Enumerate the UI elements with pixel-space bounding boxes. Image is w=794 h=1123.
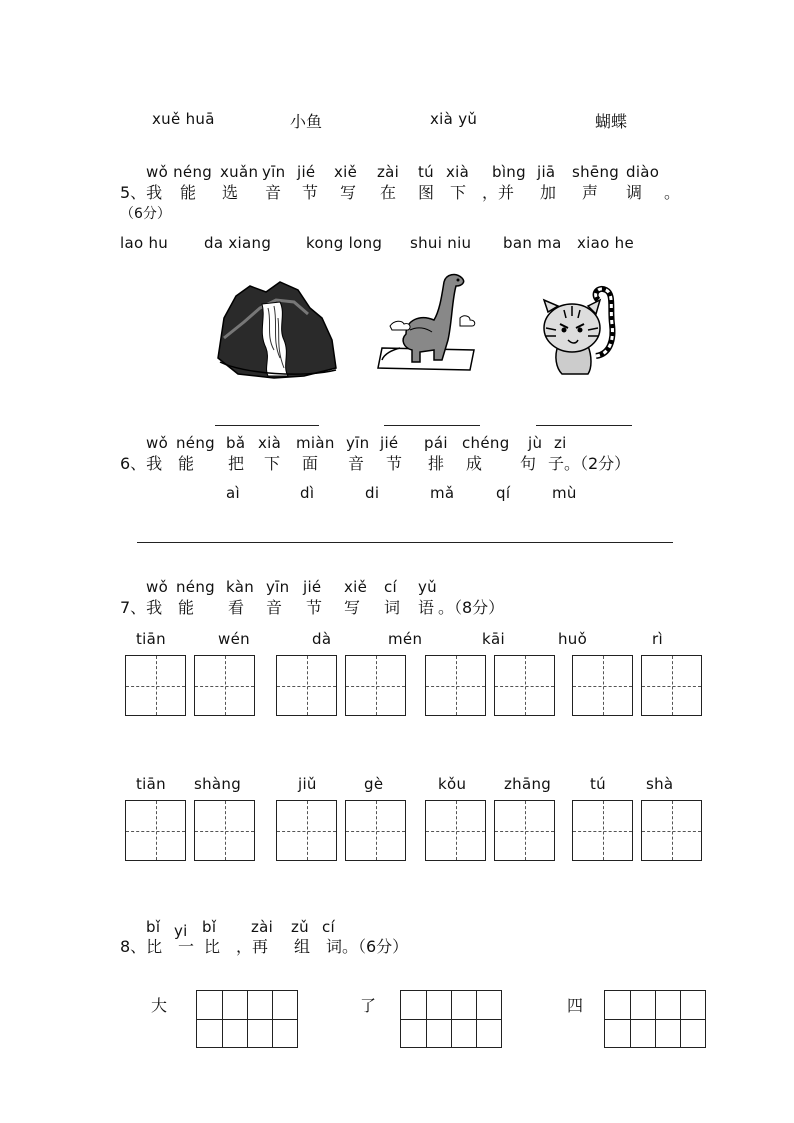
writing-box[interactable] (641, 800, 702, 861)
q8-pinyin: yi (174, 922, 188, 940)
q6-char: 子。（2分） (548, 454, 631, 473)
q5-char: 下 (450, 183, 467, 202)
q7-pinyin: yīn (266, 578, 290, 596)
q7-word-pinyin: kāi (482, 630, 505, 648)
q6-char: 成 (466, 454, 483, 473)
q5-answer-line-1[interactable] (215, 425, 319, 426)
q7-word-pinyin: huǒ (558, 630, 588, 648)
word-grid-1[interactable] (196, 990, 298, 1048)
q6-pinyin: chéng (462, 434, 510, 452)
q7-char: 节 (306, 598, 323, 617)
q7-char: 语 (418, 598, 435, 617)
q5-option: kong long (306, 234, 383, 252)
writing-box[interactable] (425, 655, 486, 716)
q7-word-pinyin: tiān (136, 775, 166, 793)
q8-pinyin: zài (251, 918, 274, 936)
q5-option: ban ma (503, 234, 562, 252)
q6-char: 下 (264, 454, 281, 473)
q6-char: 面 (302, 454, 319, 473)
q7-word-pinyin: shàng (194, 775, 242, 793)
writing-box[interactable] (276, 655, 337, 716)
q7-word-pinyin: shà (646, 775, 674, 793)
q7-char: 词 (384, 598, 401, 617)
q5-char: 音 (265, 183, 282, 202)
q5-char: 选 (222, 183, 239, 202)
q7-char: 看 (228, 598, 245, 617)
q6-syllable: di (365, 484, 380, 502)
q5-char: 加 (540, 183, 557, 202)
q8-char-da: 大 (151, 996, 168, 1015)
q5-char: 图 (418, 183, 435, 202)
q5-answer-line-2[interactable] (384, 425, 480, 426)
q7-word-pinyin: dà (312, 630, 332, 648)
tiger-image (530, 284, 626, 376)
waterfall-mountain-image (214, 278, 338, 380)
q6-pinyin: pái (424, 434, 448, 452)
q6-char: 把 (228, 454, 245, 473)
q7-pinyin: jié (303, 578, 322, 596)
q5-pinyin: diào (626, 163, 660, 181)
q5-char: 声 (582, 183, 599, 202)
q6-syllable: qí (496, 484, 511, 502)
q6-pinyin: jié (380, 434, 399, 452)
q7-word-pinyin: rì (652, 630, 663, 648)
q7-word-pinyin: gè (364, 775, 384, 793)
q6-pinyin: yīn (346, 434, 370, 452)
q6-pinyin: miàn (296, 434, 335, 452)
writing-box[interactable] (572, 800, 633, 861)
q6-pinyin: wǒ (146, 434, 169, 452)
q6-char: 6、我 (120, 454, 163, 473)
q8-char: 组 (294, 937, 311, 956)
q6-pinyin: zi (554, 434, 567, 452)
q5-pinyin: zài (377, 163, 400, 181)
q5-char: 。 (664, 183, 681, 202)
q7-pinyin: xiě (344, 578, 368, 596)
q6-char: 音 (348, 454, 365, 473)
top-word-3: xià yǔ (430, 110, 478, 128)
q5-char: 节 (302, 183, 319, 202)
q7-pinyin: cí (384, 578, 398, 596)
q7-word-pinyin: kǒu (438, 775, 467, 793)
q5-answer-line-3[interactable] (536, 425, 632, 426)
q8-pinyin: bǐ (146, 918, 161, 936)
q7-word-pinyin: mén (388, 630, 423, 648)
word-grid-2[interactable] (400, 990, 502, 1048)
q7-word-pinyin: wén (218, 630, 250, 648)
writing-box[interactable] (194, 800, 255, 861)
q8-char: 。（6分） (342, 937, 409, 956)
q7-char: 写 (344, 598, 361, 617)
q5-char: 5、我 (120, 183, 163, 202)
word-grid-3[interactable] (604, 990, 706, 1048)
q5-char: 能 (180, 183, 197, 202)
q7-char: 音 (266, 598, 283, 617)
q7-char: 能 (178, 598, 195, 617)
q6-char: 能 (178, 454, 195, 473)
q8-char: 比 (204, 937, 221, 956)
q6-char: 句 (520, 454, 537, 473)
q5-pinyin: shēng (572, 163, 620, 181)
writing-box[interactable] (345, 655, 406, 716)
q6-pinyin: xià (258, 434, 282, 452)
q5-char: 写 (340, 183, 357, 202)
writing-box[interactable] (276, 800, 337, 861)
q7-pinyin: néng (176, 578, 215, 596)
writing-box[interactable] (345, 800, 406, 861)
q5-score: （6分） (120, 206, 171, 222)
q5-pinyin: jiā (537, 163, 556, 181)
writing-box[interactable] (494, 800, 555, 861)
q6-pinyin: jù (528, 434, 543, 452)
q6-syllable: aì (226, 484, 240, 502)
q5-pinyin: xià (446, 163, 470, 181)
writing-box[interactable] (572, 655, 633, 716)
writing-box[interactable] (494, 655, 555, 716)
q6-syllable: mù (552, 484, 577, 502)
q8-char: 一 (178, 937, 195, 956)
q7-pinyin: wǒ (146, 578, 169, 596)
q5-char: 在 (380, 183, 397, 202)
dinosaur-image (376, 270, 480, 376)
q5-char: ，并 (482, 183, 515, 202)
q5-pinyin: xiě (334, 163, 358, 181)
q5-pinyin: yīn (262, 163, 286, 181)
q8-pinyin: cí (322, 918, 336, 936)
q8-char: 8、比 (120, 937, 163, 956)
q5-pinyin: wǒ néng (146, 163, 213, 181)
q5-option: xiao he (577, 234, 635, 252)
writing-box[interactable] (125, 800, 186, 861)
q5-pinyin: jié (297, 163, 316, 181)
q7-pinyin: kàn (226, 578, 255, 596)
q7-word-pinyin: jiǔ (298, 775, 317, 793)
q6-syllable: mǎ (430, 484, 455, 502)
q5-pinyin: xuǎn (220, 163, 259, 181)
q6-pinyin: bǎ (226, 434, 246, 452)
writing-box[interactable] (194, 655, 255, 716)
q7-word-pinyin: zhāng (504, 775, 552, 793)
q7-pinyin: yǔ (418, 578, 437, 596)
q8-char-si: 四 (567, 996, 584, 1015)
q7-char: 。（8分） (438, 598, 505, 617)
q7-word-pinyin: tiān (136, 630, 166, 648)
q6-answer-line[interactable] (137, 542, 673, 543)
q8-pinyin: zǔ (291, 918, 309, 936)
top-word-2: 小鱼 (290, 112, 323, 131)
q6-char: 节 (386, 454, 403, 473)
q5-pinyin: tú (418, 163, 434, 181)
writing-box[interactable] (125, 655, 186, 716)
q5-option: lao hu (120, 234, 169, 252)
top-word-4: 蝴蝶 (595, 112, 628, 131)
writing-box[interactable] (641, 655, 702, 716)
q6-syllable: dì (300, 484, 315, 502)
q7-word-pinyin: tú (590, 775, 606, 793)
q5-option: da xiang (204, 234, 272, 252)
q8-char: ，再 (236, 937, 269, 956)
q8-char-le: 了 (360, 996, 377, 1015)
q8-char: 词 (326, 937, 343, 956)
q5-pinyin: bìng (492, 163, 526, 181)
q5-char: 调 (626, 183, 643, 202)
q5-option: shui niu (410, 234, 472, 252)
writing-box[interactable] (425, 800, 486, 861)
top-word-1: xuě huā (152, 110, 215, 128)
q7-char: 7、我 (120, 598, 163, 617)
q6-pinyin: néng (176, 434, 215, 452)
q8-pinyin: bǐ (202, 918, 217, 936)
q6-char: 排 (428, 454, 445, 473)
